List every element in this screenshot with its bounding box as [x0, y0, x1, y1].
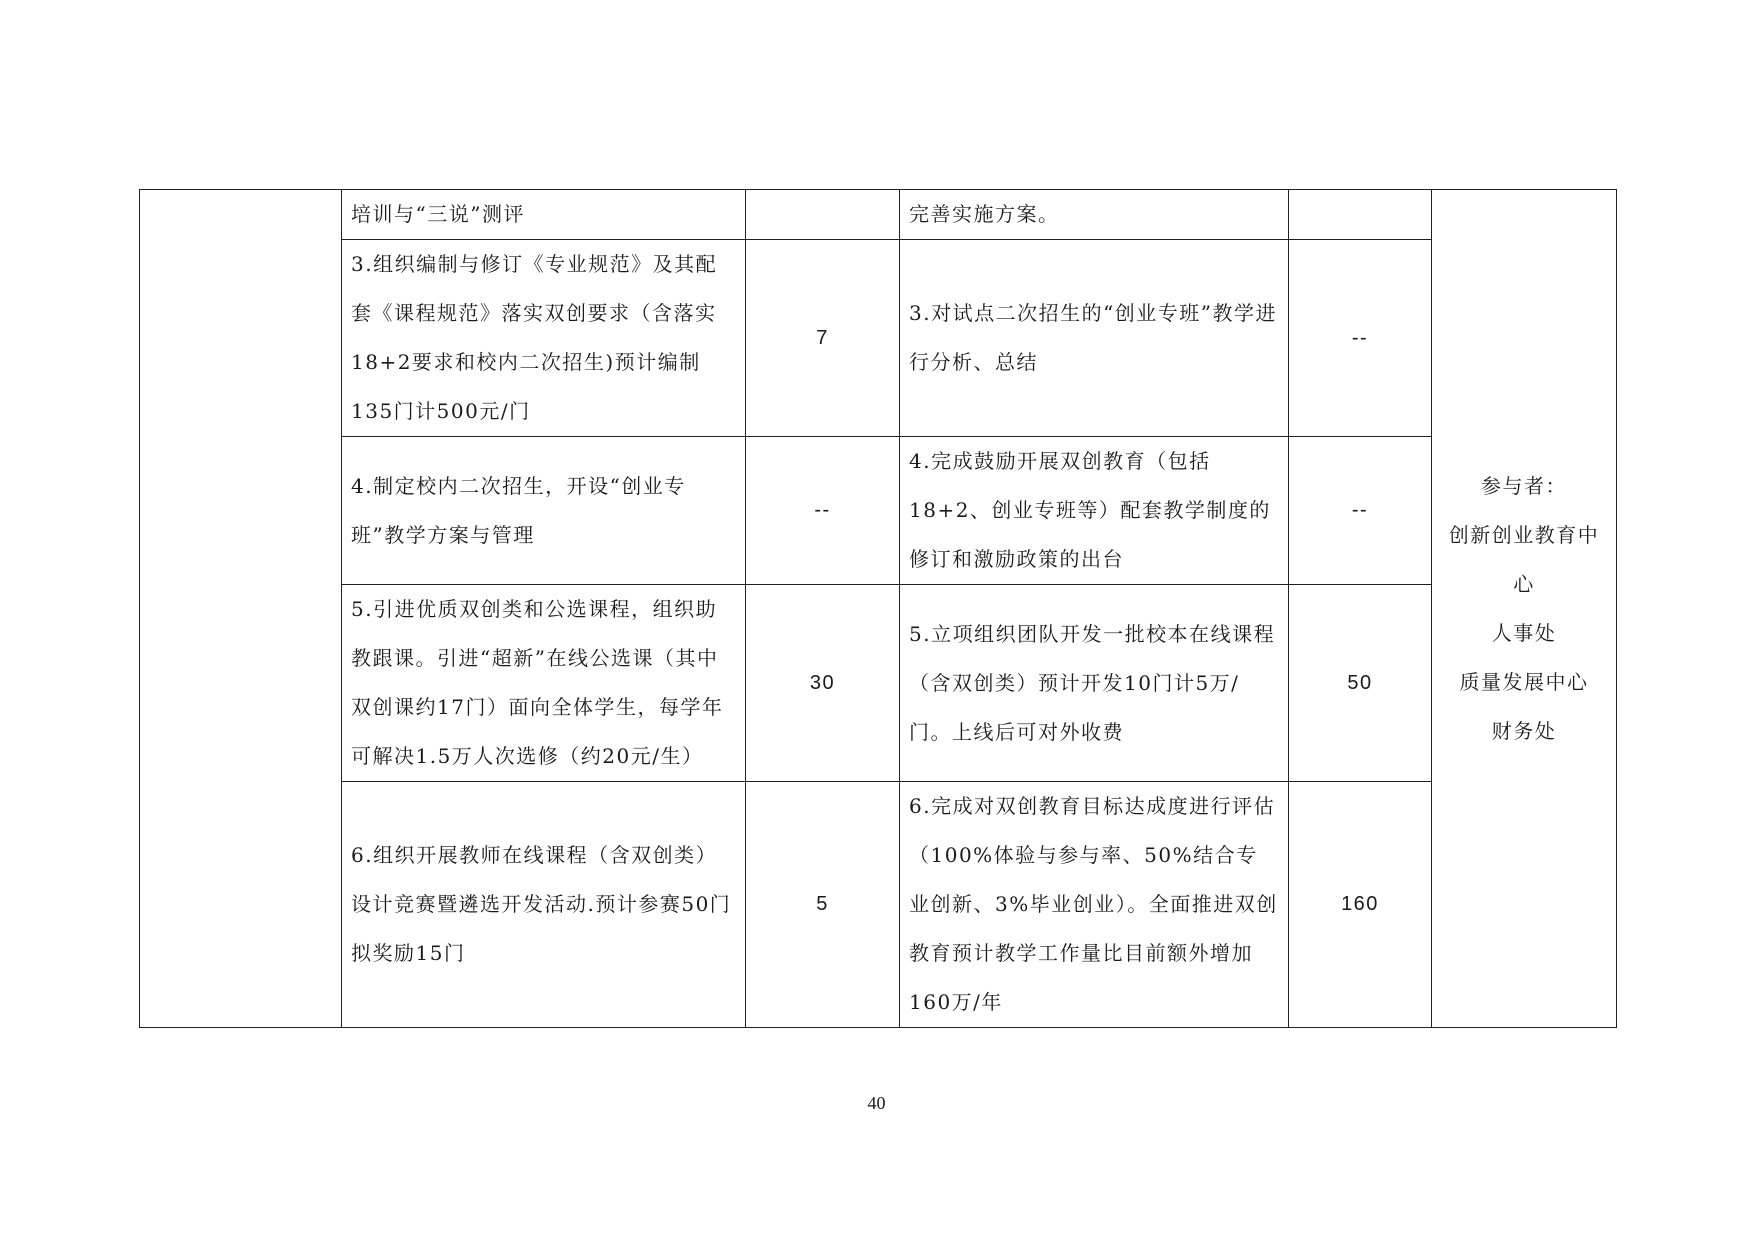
measure-cell: 6.组织开展教师在线课程（含双创类）设计竞赛暨遴选开发活动.预计参赛50门拟奖励15门 [342, 782, 746, 1028]
goal-cost-cell: -- [1289, 240, 1432, 437]
measure-cost-cell [746, 190, 900, 240]
measure-cell: 5.引进优质双创类和公选课程，组织助教跟课。引进“超新”在线公选课（其中双创课约17门）面向全体学生，每学年可解决1.5万人次选修（约20元/生） [342, 585, 746, 782]
goal-cell: 完善实施方案。 [900, 190, 1289, 240]
responsible-label: 参与者： [1481, 473, 1567, 498]
measure-cell: 培训与“三说”测评 [342, 190, 746, 240]
measure-cost-cell: -- [746, 437, 900, 585]
table-row [140, 437, 1617, 585]
measure-cell: 3.组织编制与修订《专业规范》及其配套《课程规范》落实双创要求（含落实18+2要求和校内二次招生)预计编制135门计500元/门 [342, 240, 746, 437]
plan-table [139, 189, 1617, 1028]
goal-cost-cell: 160 [1289, 782, 1432, 1028]
table-row [140, 190, 1617, 240]
responsible-unit: 质量发展中心 [1459, 669, 1589, 694]
table-row [140, 585, 1617, 782]
goal-cost-cell: -- [1289, 437, 1432, 585]
goal-cell: 4.完成鼓励开展双创教育（包括18+2、创业专班等）配套教学制度的修订和激励政策的出台 [900, 437, 1289, 585]
responsible-unit: 人事处 [1491, 620, 1557, 645]
measure-cost-cell: 30 [746, 585, 900, 782]
measure-cost-cell: 7 [746, 240, 900, 437]
goal-cell: 5.立项组织团队开发一批校本在线课程（含双创类）预计开发10门计5万/门。上线后可对外收费 [900, 585, 1289, 782]
goal-cell: 6.完成对双创教育目标达成度进行评估（100%体验与参与率、50%结合专业创新、3%毕业创业）。全面推进双创教育预计教学工作量比目前额外增加160万/年 [900, 782, 1289, 1028]
category-cell [140, 190, 342, 1028]
table-row [140, 240, 1617, 437]
goal-cost-cell: 50 [1289, 585, 1432, 782]
measure-cell: 4.制定校内二次招生，开设“创业专班”教学方案与管理 [342, 437, 746, 585]
responsible-unit: 财务处 [1491, 718, 1557, 743]
table-row [140, 782, 1617, 1028]
responsible-cell [1432, 190, 1617, 1028]
responsible-unit: 创新创业教育中心 [1448, 522, 1600, 596]
goal-cost-cell [1289, 190, 1432, 240]
page-number: 40 [867, 1093, 886, 1113]
measure-cost-cell: 5 [746, 782, 900, 1028]
goal-cell: 3.对试点二次招生的“创业专班”教学进行分析、总结 [900, 240, 1289, 437]
